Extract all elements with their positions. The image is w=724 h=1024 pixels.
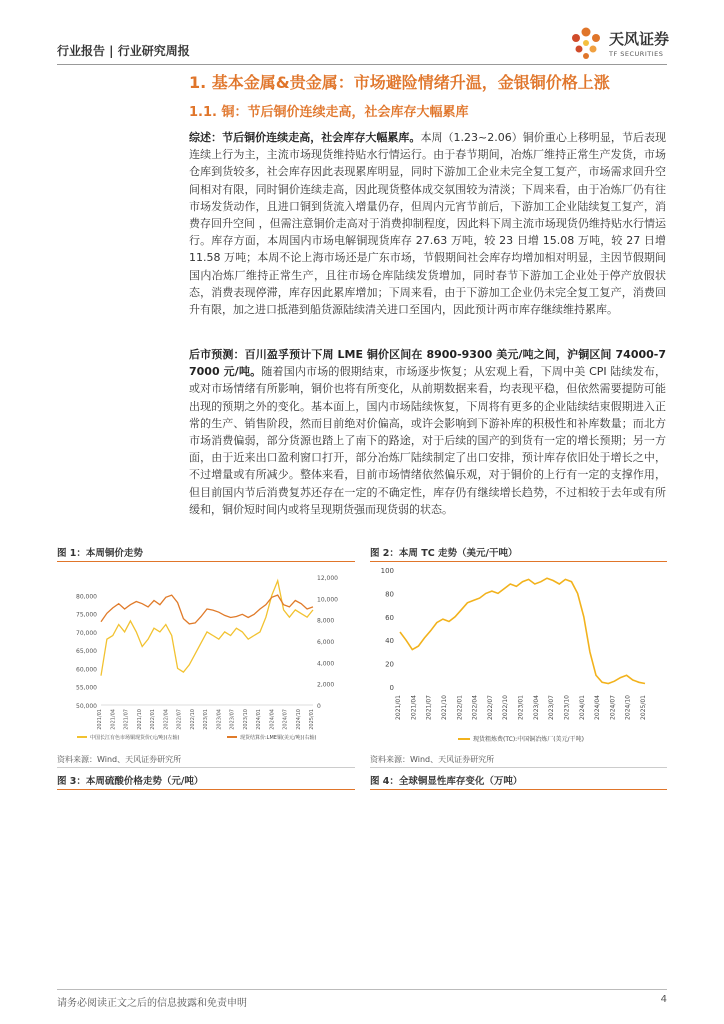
chart1-left-tick-2: 60,000 [76, 666, 97, 674]
tc-chart [370, 565, 667, 749]
chart2-y-tick-0: 0 [389, 684, 394, 692]
figure-4-title: 图 4：全球铜显性库存变化（万吨） [370, 776, 523, 787]
chart1-legend-label-0: 中国长江有色市场铜现货价(元/吨)(左轴) [90, 735, 180, 741]
chart2-x-tick-8: 2023/01 [517, 695, 525, 720]
chart2-y-tick-3: 60 [385, 613, 394, 622]
chart2-x-tick-0: 2021/01 [395, 695, 402, 720]
chart1-x-axis [97, 705, 315, 730]
page-number: 4 [660, 994, 667, 1005]
chart1-right-tick-0: 0 [317, 703, 321, 710]
chart1-x-tick-4: 2022/01 [150, 709, 156, 730]
chart2-x-tick-3: 2021/10 [440, 695, 448, 720]
chart2-x-tick-13: 2024/04 [594, 695, 602, 720]
subsection-heading: 1.1. 铜：节后铜价连续走高，社会库存大幅累库 [189, 105, 469, 120]
chart1-legend [77, 734, 316, 741]
logo-english: TF SECURITIES [609, 50, 664, 58]
figure-1-rule [57, 561, 355, 562]
chart1-right-axis [317, 575, 338, 710]
chart1-legend-label-1: 现货结算价:LME铜(美元/吨)(右轴) [240, 735, 317, 741]
chart2-series [400, 578, 645, 683]
chart2-y-axis [381, 567, 394, 692]
figure-1-source-rule [57, 767, 355, 768]
summary-lead: 综述：节后铜价连续走高，社会库存大幅累库。 [189, 131, 421, 144]
chart1-series [101, 581, 313, 676]
chart2-x-tick-16: 2025/01 [640, 695, 647, 720]
chart1-x-tick-15: 2024/10 [295, 709, 302, 730]
summary-paragraph [189, 129, 666, 318]
chart2-x-tick-1: 2021/04 [410, 695, 418, 720]
chart2-x-tick-4: 2022/01 [456, 695, 464, 720]
chart2-y-tick-1: 20 [385, 660, 394, 669]
chart2-x-tick-15: 2024/10 [624, 695, 632, 720]
chart1-x-tick-6: 2022/07 [176, 709, 183, 730]
chart1-left-tick-3: 65,000 [76, 648, 97, 656]
chart2-x-tick-12: 2024/01 [578, 695, 586, 720]
flower-logo-icon [566, 24, 606, 64]
chart1-right-tick-3: 6,000 [317, 639, 335, 646]
header-divider [57, 64, 667, 65]
chart1-left-axis [76, 593, 97, 710]
figure-1-source: 资料来源：Wind、天风证券研究所 [57, 755, 182, 764]
chart1-x-tick-11: 2023/10 [242, 709, 249, 730]
summary-body: 本周（1.23~2.06）铜价重心上移明显，节后表现连续上行为主，主流市场现货维持贴水行情运行。由于春节期间，冶炼厂维持正常生产发货，市场仓库到货较多，社会库存因此表现累库明显，同时下游加工企业未完全复工复产，市场需求回升空间相对有限，同时铜价连续走高，因此现货整体成交氛围较为清淡；下周来看，由于冶炼厂仍有往市场发货动作，且进口铜到货流入增量仍存，但周内元宵节前后，下游加工企业陆续复工复产，消费存回升空间 ，但需注意铜价走高对于消费抑制程度，因此料下周主流市场现货仍维持贴水行情运行。库存方面，本周国内市场电解铜现货库存 27.63 万吨，较 23 日增 15.08 万吨，较 27 日增 11.58 万吨；本周不论上海市场还是广东市场，节假期间社会库存均增加相对明显，主因节假期间国内冶炼厂维持正常生产，且往市场仓库陆续发货增加，同时春节下游加工企业处于停产放假状态，消费表现停滞，库存因此累库增加；下周来看，由于下游加工企业仍未完全复工复产，消费回升有限，加之进口抵港到船货源陆续清关进口至国内，因此预计两市库存继续维持累库。 [189, 131, 667, 317]
chart2-legend [458, 735, 584, 743]
copper-price-chart [57, 565, 355, 749]
chart1-x-tick-2: 2021/07 [123, 709, 130, 730]
chart2-y-tick-5: 100 [380, 567, 394, 575]
chart2-x-tick-9: 2023/04 [532, 695, 540, 720]
company-logo [566, 24, 676, 64]
figure-2-source-rule [370, 767, 667, 768]
chart2-series-line-0 [400, 578, 645, 683]
chart1-x-tick-1: 2021/04 [110, 709, 117, 730]
figure-3-rule [57, 789, 355, 790]
chart1-x-tick-16: 2025/01 [309, 709, 315, 730]
figure-2-title: 图 2：本周 TC 走势（美元/干吨） [370, 548, 518, 559]
footer-divider [57, 989, 667, 990]
chart1-x-tick-12: 2024/01 [256, 709, 262, 730]
chart2-x-tick-14: 2024/07 [609, 695, 617, 720]
figure-4-rule [370, 789, 667, 790]
chart1-right-tick-5: 10,000 [317, 596, 338, 604]
chart1-series-line-0 [101, 581, 313, 676]
chart1-x-tick-0: 2021/01 [97, 709, 103, 730]
figure-1-title: 图 1：本周铜价走势 [57, 548, 143, 559]
chart1-x-tick-14: 2024/07 [282, 709, 289, 730]
chart1-left-tick-6: 80,000 [76, 593, 97, 601]
chart1-x-tick-3: 2021/10 [136, 709, 143, 730]
chart1-x-tick-7: 2022/10 [189, 709, 196, 730]
chart1-left-tick-1: 55,000 [76, 684, 97, 692]
footer-disclaimer: 请务必阅读正文之后的信息披露和免责申明 [57, 998, 247, 1009]
chart1-right-tick-6: 12,000 [317, 575, 338, 582]
chart1-right-tick-1: 2,000 [317, 681, 335, 689]
chart2-legend-label-0: 现货粗炼费(TC):中国铜冶炼厂(美元/干吨) [473, 736, 584, 743]
chart1-right-tick-4: 8,000 [317, 617, 335, 625]
chart2-x-axis [395, 695, 647, 720]
chart1-left-tick-5: 75,000 [76, 611, 97, 619]
chart1-x-tick-9: 2023/04 [216, 709, 223, 730]
section-heading: 1. 基本金属&贵金属：市场避险情绪升温，金银铜价格上涨 [189, 73, 610, 92]
report-breadcrumb: 行业报告 | 行业研究周报 [57, 44, 190, 58]
chart1-left-tick-0: 50,000 [76, 703, 97, 710]
forecast-paragraph [189, 346, 666, 518]
chart2-x-tick-7: 2022/10 [502, 695, 510, 720]
chart1-x-tick-10: 2023/07 [229, 709, 236, 730]
logo-name: 天风证券 [609, 30, 670, 48]
chart2-y-tick-2: 40 [385, 637, 394, 646]
chart2-x-tick-11: 2023/10 [563, 695, 571, 720]
chart1-left-tick-4: 70,000 [76, 629, 97, 637]
figure-3-title: 图 3：本周硫酸价格走势（元/吨） [57, 776, 204, 787]
forecast-lead: 后市预测：百川盈孚预计下周 LME 铜价区间在 8900-9300 美元/吨之间，沪铜区间 74000-77000 元/吨。 [189, 348, 666, 379]
chart1-x-tick-13: 2024/04 [269, 709, 276, 730]
chart2-x-tick-6: 2022/07 [486, 695, 494, 720]
chart1-right-tick-2: 4,000 [317, 660, 335, 668]
chart2-y-tick-4: 80 [385, 590, 394, 599]
chart2-x-tick-10: 2023/07 [548, 695, 556, 720]
figure-2-source: 资料来源：Wind、天风证券研究所 [370, 755, 495, 764]
chart1-x-tick-8: 2023/01 [203, 709, 209, 730]
figure-2-rule [370, 561, 667, 562]
chart2-x-tick-5: 2022/04 [471, 695, 479, 720]
forecast-body: 随着国内市场的假期结束，市场逐步恢复；从宏观上看，下周中美 CPI 陆续发布，或对市场情绪有所影响，铜价也将有所变化，从前期数据来看，均表现平稳，但依然需要提防可能出现的预期之外的变化。基本面上，国内市场陆续恢复，下周将有更多的企业陆续结束假期进入正常的生产、销售阶段，然而目前绝对价偏高，或许会影响到下游补库的积极性和补库数量；而北方市场消费偏弱，部分货源也踏上了南下的路途，对于后续的国产的到货有一定的增长预期；另一方面，由于近来出口盈利窗口打开，部分冶炼厂陆续制定了出口安排，预计库存依旧处于增长之中，不过增量或有所减少。整体来看，目前市场情绪依然偏乐观，对于铜价的上行有一定的支撑作用，但目前国内节后消费复苏还存在一定的不确定性，库存仍有继续增长趋势，不过相较于去年或有所缓和，铜价短时间内或将呈现期货强而现货弱的状态。 [189, 365, 666, 516]
chart1-x-tick-5: 2022/04 [163, 709, 170, 730]
chart2-x-tick-2: 2021/07 [425, 695, 433, 720]
